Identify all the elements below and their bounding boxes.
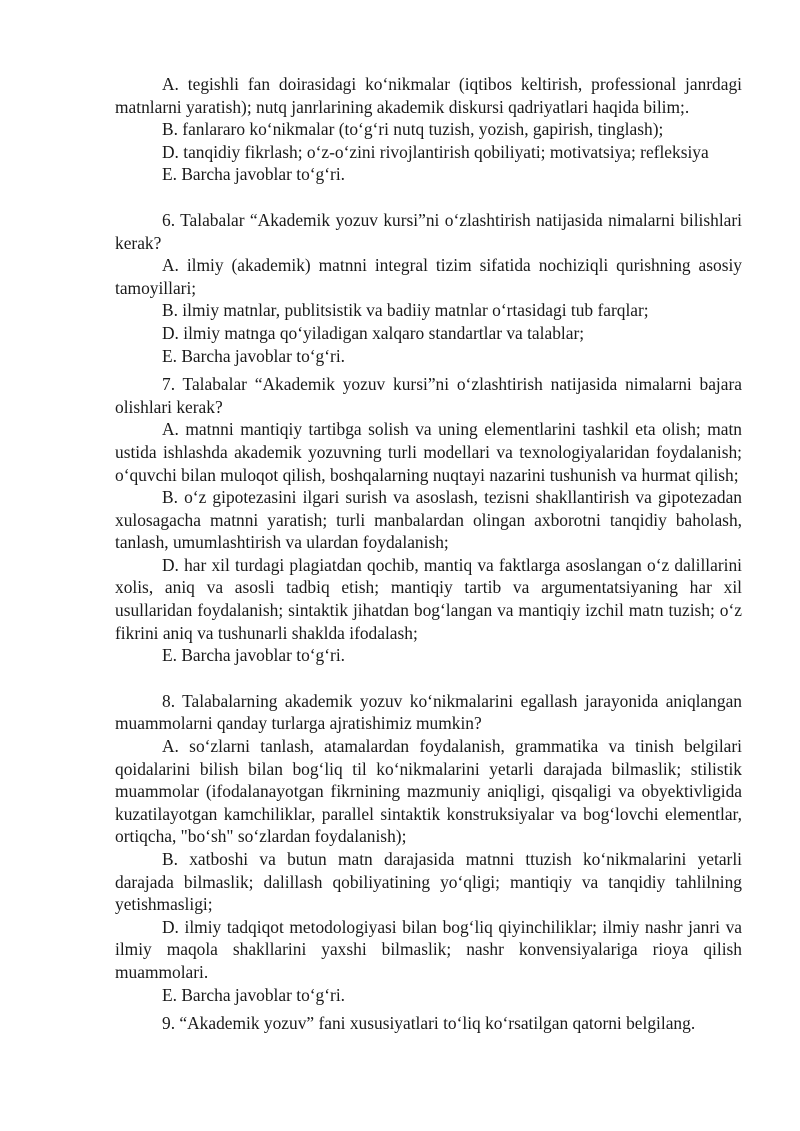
answer-option: B. xatboshi va butun matn darajasida matnni ttuzish ko‘nikmalarini yetarli darajada bilmaslik; dalillash qobiliyatining yo‘qligi; mantiqiy va tanqidiy tahlilning yetishmasligi; (115, 849, 742, 915)
answer-option: E. Barcha javoblar to‘g‘ri. (162, 164, 346, 185)
question-text: 9. “Akademik yozuv” fani xususiyatlari to‘liq ko‘rsatilgan qatorni belgilang. (162, 1013, 696, 1034)
answer-option: A. ilmiy (akademik) matnni integral tizim sifatida nochiziqli qurishning asosiy tamoyillari; (115, 255, 742, 298)
answer-option: A. tegishli fan doirasidagi ko‘nikmalar (iqtibos keltirish, professional janrdagi matnlarni yaratish); nutq janrlarining akademik diskursi qadriyatlari haqida bilim;. (115, 74, 742, 117)
answer-option: B. fanlararo ko‘nikmalar (to‘g‘ri nutq tuzish, yozish, gapirish, tinglash); (162, 119, 664, 140)
question-text: 7. Talabalar “Akademik yozuv kursi”ni o‘zlashtirish natijasida nimalarni bajara olishlari kerak? (115, 374, 742, 417)
answer-option: D. ilmiy tadqiqot metodologiyasi bilan bog‘liq qiyinchiliklar; ilmiy nashr janri va ilmiy maqola shakllarini yaxshi bilmaslik; nashr konvensiyalariga rioya qilish muammolari. (115, 916, 742, 982)
answer-option: E. Barcha javoblar to‘g‘ri. (162, 984, 346, 1005)
question-text: 8. Talabalarning akademik yozuv ko‘nikmalarini egallash jarayonida aniqlangan muammolarni qanday turlarga ajratishimiz mumkin? (115, 690, 742, 734)
answer-option: A. so‘zlarni tanlash, atamalardan foydalanish, grammatika va tinish belgilari qoidalarini bilish bilan bog‘liq til ko‘nikmalarini yetarli darajada bilmaslik; stilistik muammolar (ifodalanayotgan fikrnining mazmuniy aniqligi, qisqaligi va obyektivligida kuzatilayotgan kamchiliklar, parallel sintaktik konstruksiyalar va bog‘lovchi elementlar, ortiqcha, "bo‘sh" so‘zlardan foydalanish); (115, 736, 742, 847)
answer-option: E. Barcha javoblar to‘g‘ri. (162, 345, 346, 366)
answer-option: A. matnni mantiqiy tartibga solish va uning elementlarini tashkil eta olish; matn ustida ishlashda akademik yozuvning turli modellari va texnologiyalaridan foydalanish; o‘quvchi bilan muloqot qilish, boshqalarning nuqtayi nazarini tushunish va hurmat qilish; (115, 419, 742, 485)
answer-option: B. o‘z gipotezasini ilgari surish va asoslash, tezisni shakllantirish va gipotezadan xulosagacha matnni yaratish; turli manbalardan olingan axborotni tanqidiy baholash, tanlash, umumlashtirish va ulardan foydalanish; (115, 487, 742, 553)
answer-option: D. har xil turdagi plagiatdan qochib, mantiq va faktlarga asoslangan o‘z dalillarini xolis, aniq va asosli tadbiq etish; mantiqiy tartib va argumentatsiyaning har xil usullaridan foydalanish; sintaktik jihatdan bog‘langan va mantiqiy izchil matn tuzish; o‘z fikrini aniq va tushunarli shaklda ifodalash; (115, 554, 742, 643)
answer-option: E. Barcha javoblar to‘g‘ri. (162, 645, 346, 666)
answer-option: D. ilmiy matnga qo‘yiladigan xalqaro standartlar va talablar; (162, 322, 585, 343)
answer-option: B. ilmiy matnlar, publitsistik va badiiy matnlar o‘rtasidagi tub farqlar; (162, 300, 649, 321)
question-text: 6. Talabalar “Akademik yozuv kursi”ni o‘zlashtirish natijasida nimalarni bilishlari kerak? (115, 209, 742, 253)
document-body (115, 73, 742, 1035)
answer-option: D. tanqidiy fikrlash; o‘z-o‘zini rivojlantirish qobiliyati; motivatsiya; refleksiya (162, 141, 709, 162)
